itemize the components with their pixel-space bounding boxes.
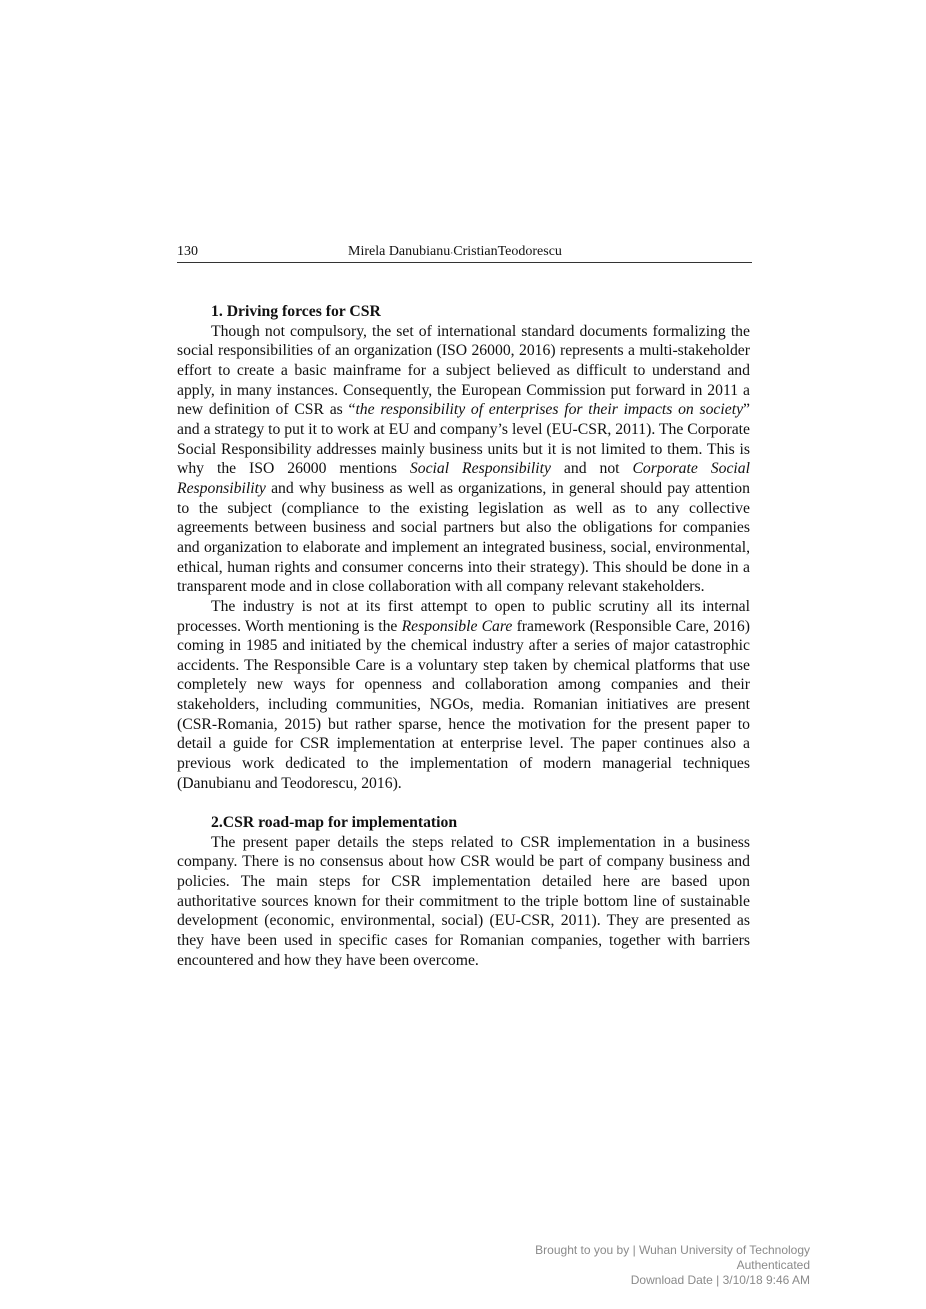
text-run: framework (Responsible Care, 2016) coming in 1985 and initiated by the chemical industry after a series of major catastrophic accidents. The Responsible Care is a voluntary step taken by chemical platforms that use completely new ways for openness and collaboration among companies and their stakeholders, including communities, NGOs, media. Romanian initiatives are present (CSR-Romania, 2015) but rather sparse, hence the motivation for the present paper to detail a guide for CSR implementation at enterprise level. The paper continues also a previous work dedicated to the implementation of modern managerial techniques (Danubianu and Teodorescu, 2016). [177,617,750,792]
text-run: Though not compulsory, the set of international standard documents formalizing the social responsibilities of an organization (ISO 26000, 2016) represents a multi-stakeholder effort to create a basic mainframe for a subject believed as difficult to understand and apply, in many instances. Consequently, the European Commission put forward in 2011 a new definition of CSR as “ [177,322,750,419]
italic-text: Social Responsibility [409,460,551,478]
download-footer [535,1243,810,1288]
paragraph: The present paper details the steps related to CSR implementation in a business company. There is no consensus about how CSR would be part of company business and policies. The main steps for CSR implementation detailed here are based upon authoritative sources known for their commitment to the triple bottom line of sustainable development (economic, environmental, social) (EU-CSR, 2011). They are presented as they have been used in specific cases for Romanian companies, together with barriers encountered and how they have been overcome. [177,833,750,969]
author-name: CristianTeodorescu [453,244,562,259]
paragraph [177,322,750,597]
author-line [348,243,562,262]
section-heading: 2.CSR road-map for implementation [211,814,458,832]
section-spacer [177,793,750,813]
footer-line: Authenticated [736,1258,810,1272]
paragraph [177,597,750,794]
footer-line: Download Date | 3/10/18 9:46 AM [630,1273,810,1287]
text-run: and not [550,460,633,478]
italic-text: Responsible Care [401,617,513,635]
running-header [177,243,752,263]
italic-text: the responsibility of enterprises for their impacts on society [355,401,744,419]
author-name: Mirela Danubianu [348,244,451,259]
author-separator: · [450,248,454,258]
section-heading: 1. Driving forces for CSR [211,303,381,320]
text-run: ” and a strategy to put it to work at EU and company’s level (EU-CSR, 2011). The Corporate Social Responsibility addresses mainly business units but it is not limited to them. This is why the ISO 26000 mentions [177,401,750,478]
text-run: The industry is not at its first attempt to open to public scrutiny all its internal processes. Worth mentioning is the [177,597,750,635]
text-run: and why business as well as organizations, in general should pay attention to the subject (compliance to the existing legislation as well as to any collective agreements between business and social partners but also the obligations for companies and organization to elaborate and implement an integrated business, social, environmental, ethical, human rights and consumer concerns into their strategy). This should be done in a transparent mode and in close collaboration with all company relevant stakeholders. [177,479,750,596]
italic-text: Corporate Social Responsibility [177,460,750,497]
article-body [177,302,750,970]
footer-line: Brought to you by | Wuhan University of Technology [535,1243,810,1257]
page-number: 130 [177,244,198,259]
